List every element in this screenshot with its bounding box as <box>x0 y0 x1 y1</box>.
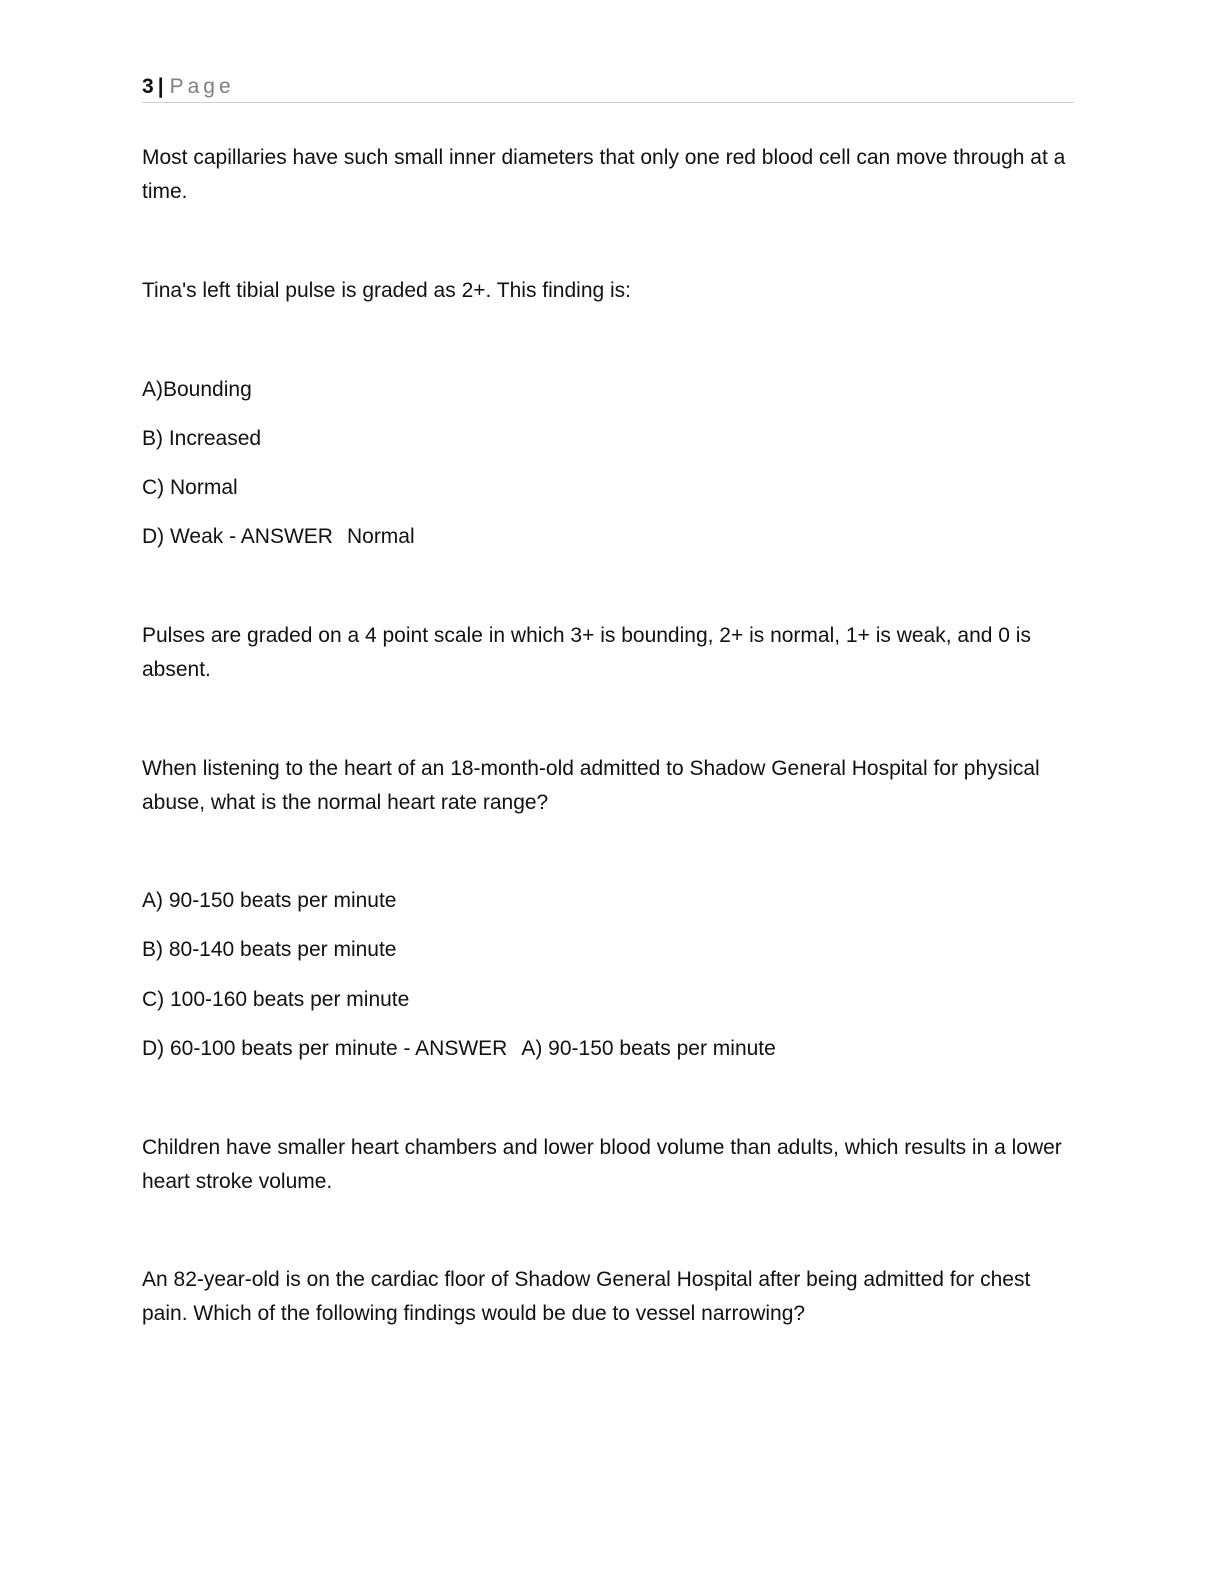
page-number: 3 <box>142 75 154 98</box>
question-1-answer: Normal <box>346 525 415 548</box>
question-1-option-a: A)Bounding <box>142 378 252 401</box>
question-2-option-b: B) 80-140 beats per minute <box>142 938 397 961</box>
question-1-option-c: C) Normal <box>142 476 238 499</box>
question-2-option-d <box>142 1034 776 1064</box>
page-separator: | <box>157 75 164 98</box>
question-2-option-d-text: D) 60-100 beats per minute - ANSWER <box>142 1037 508 1060</box>
question-1-option-d <box>142 522 415 552</box>
question-3: An 82-year-old is on the cardiac floor of Shadow General Hospital after being admitted for chest pain. Which of the following findings would be due to vessel narrowing? <box>142 1268 1031 1325</box>
paragraph-children-heart: Children have smaller heart chambers and lower blood volume than adults, which results in a lower heart stroke volume. <box>142 1136 1062 1193</box>
question-1: Tina's left tibial pulse is graded as 2+. This finding is: <box>142 279 632 302</box>
question-1-option-d-text: D) Weak - ANSWER <box>142 525 333 548</box>
question-2-answer: A) 90-150 beats per minute <box>521 1037 776 1060</box>
page-header <box>142 72 1074 103</box>
question-2-option-a: A) 90-150 beats per minute <box>142 889 397 912</box>
question-1-option-b: B) Increased <box>142 427 262 450</box>
page-label: Page <box>169 75 235 98</box>
question-2-option-c: C) 100-160 beats per minute <box>142 988 410 1011</box>
paragraph-pulse-grading: Pulses are graded on a 4 point scale in which 3+ is bounding, 2+ is normal, 1+ is weak, and 0 is absent. <box>142 624 1031 681</box>
question-2: When listening to the heart of an 18-month-old admitted to Shadow General Hospital for physical abuse, what is the normal heart rate range? <box>142 757 1040 814</box>
paragraph-capillaries: Most capillaries have such small inner diameters that only one red blood cell can move through at a time. <box>142 146 1066 203</box>
